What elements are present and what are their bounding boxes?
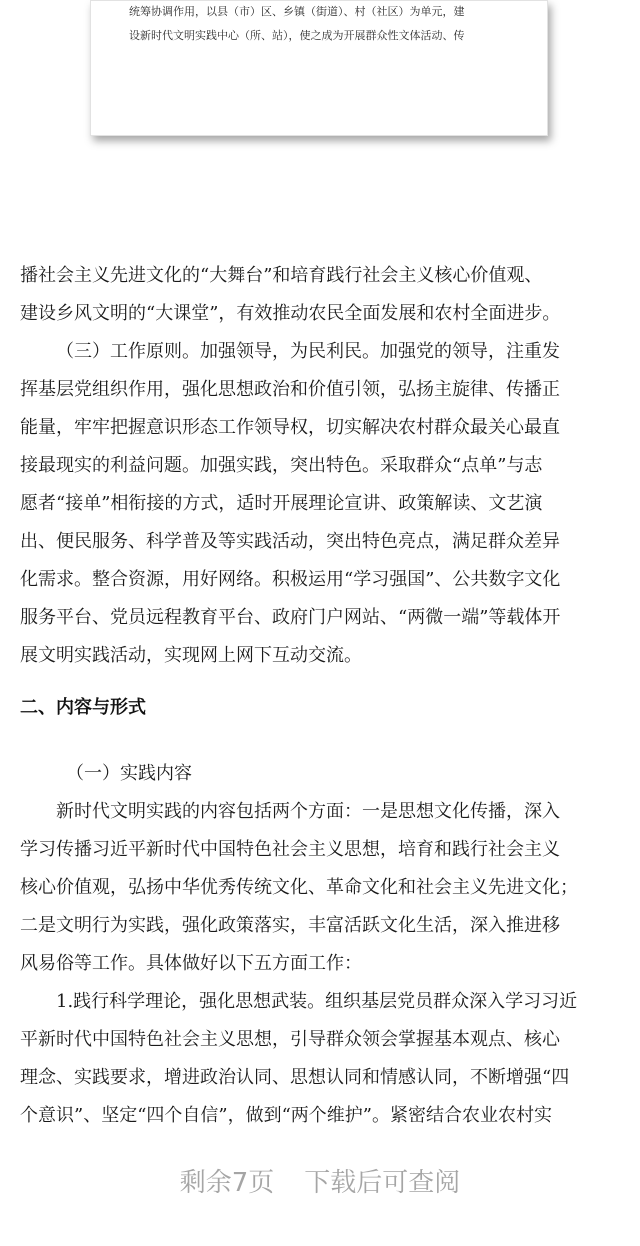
paragraph-line: 播社会主义先进文化的“大舞台”和培育践行社会主义核心价值观、 [20,265,543,286]
download-to-read-label: 下载后可查阅 [304,1168,461,1198]
document-preview-card [90,0,548,136]
paragraph-line: 二是文明行为实践，强化政策落实，丰富活跃文化生活，深入推进移 [20,915,560,936]
paragraph-line: 1.践行科学理论，强化思想武装。组织基层党员群众深入学习习近 [56,991,578,1012]
paragraph-line: 出、便民服务、科学普及等实践活动，突出特色亮点，满足群众差异 [20,531,560,552]
paragraph-line: 平新时代中国特色社会主义思想，引导群众领会掌握基本观点、核心 [20,1029,560,1050]
paragraph-line: 风易俗等工作。具体做好以下五方面工作： [20,953,362,974]
paragraph-line: 新时代文明实践的内容包括两个方面：一是思想文化传播，深入 [56,801,560,822]
paragraph-line: 学习传播习近平新时代中国特色社会主义思想，培育和践行社会主义 [20,839,560,860]
paragraph-line: 建设乡风文明的“大课堂”，有效推动农民全面发展和农村全面进步。 [20,303,561,324]
paragraph-line: 理念、实践要求，增进政治认同、思想认同和情感认同，不断增强“四 [20,1067,570,1088]
paragraph-line: 愿者“接单”相衔接的方式，适时开展理论宣讲、政策解读、文艺演 [20,493,543,514]
section-heading: 二、内容与形式 [20,697,146,718]
paragraph-line: 展文明实践活动，实现网上网下互动交流。 [20,645,362,666]
paragraph-line: （三）工作原则。加强领导，为民利民。加强党的领导，注重发 [56,341,560,362]
paragraph-line: 能量，牢牢把握意识形态工作领导权，切实解决农村群众最关心最直 [20,417,560,438]
paragraph-line: 服务平台、党员远程教育平台、政府门户网站、“两微一端”等载体开 [20,607,561,628]
paragraph-line: 核心价值观，弘扬中华优秀传统文化、革命文化和社会主义先进文化； [20,877,578,898]
subsection-heading: （一）实践内容 [66,763,192,784]
paragraph-line: 挥基层党组织作用，强化思想政治和价值引领，弘扬主旋律、传播正 [20,379,560,400]
paragraph-line: 个意识”、坚定“四个自信”，做到“两个维护”。紧密结合农业农村实 [20,1105,553,1126]
paragraph-line: 化需求。整合资源，用好网络。积极运用“学习强国”、公共数字文化 [20,569,561,590]
remaining-pages-label: 剩余7页 [179,1168,275,1198]
paragraph-line: 接最现实的利益问题。加强实践，突出特色。采取群众“点单”与志 [20,455,543,476]
preview-line: 设新时代文明实践中心（所、站），使之成为开展群众性文体活动、传 [129,29,465,42]
read-more-button[interactable] [0,1160,640,1206]
preview-line: 统筹协调作用，以县（市）区、乡镇（街道）、村（社区）为单元，建 [129,5,465,18]
